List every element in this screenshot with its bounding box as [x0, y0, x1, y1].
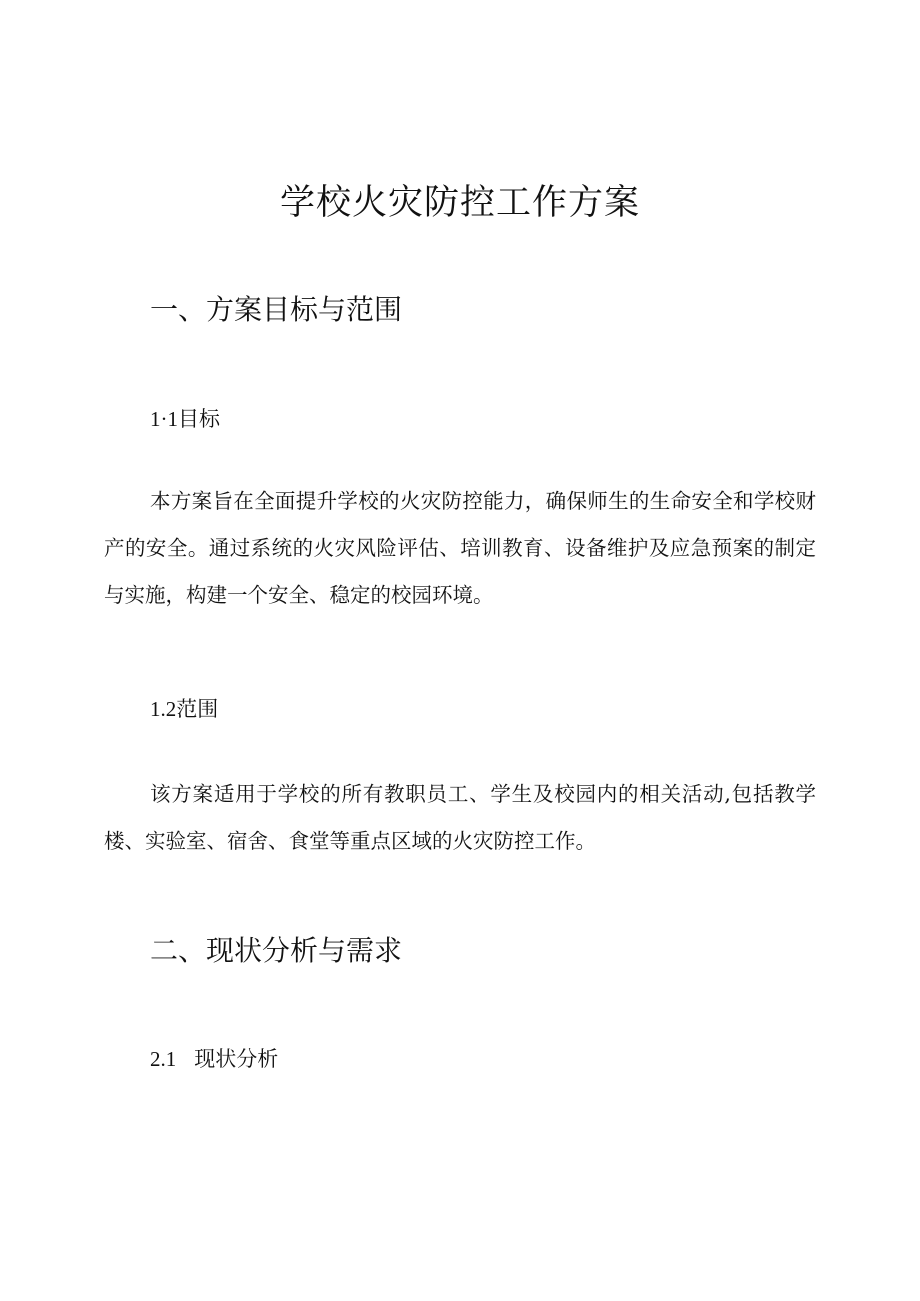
subsection-title: 目标: [178, 407, 220, 431]
subsection-number: 2.1: [150, 1047, 177, 1071]
paragraph-goal: 本方案旨在全面提升学校的火灾防控能力，确保师生的生命安全和学校财产的安全。通过系统的火灾风险评估、培训教育、设备维护及应急预案的制定与实施，构建一个安全、稳定的校园环境。: [104, 489, 816, 607]
subsection-heading-1-2: [150, 694, 218, 724]
subsection-heading-1-1: [150, 404, 220, 434]
subsection-number: 1·1: [150, 407, 178, 431]
document-title: 学校火灾防控工作方案: [279, 183, 640, 223]
subsection-title: 现状分析: [194, 1047, 279, 1071]
paragraph-scope: 该方案适用于学校的所有教职员工、学生及校园内的相关活动,包括教学楼、实验室、宿舍、食堂等重点区域的火灾防控工作。: [104, 782, 816, 853]
subsection-number: 1.2: [150, 697, 177, 721]
subsection-heading-2-1: [150, 1044, 278, 1074]
section-heading-2: 二、现状分析与需求: [150, 934, 403, 967]
section-heading-1: 一、方案目标与范围: [150, 293, 403, 326]
subsection-title: 范围: [176, 697, 219, 721]
